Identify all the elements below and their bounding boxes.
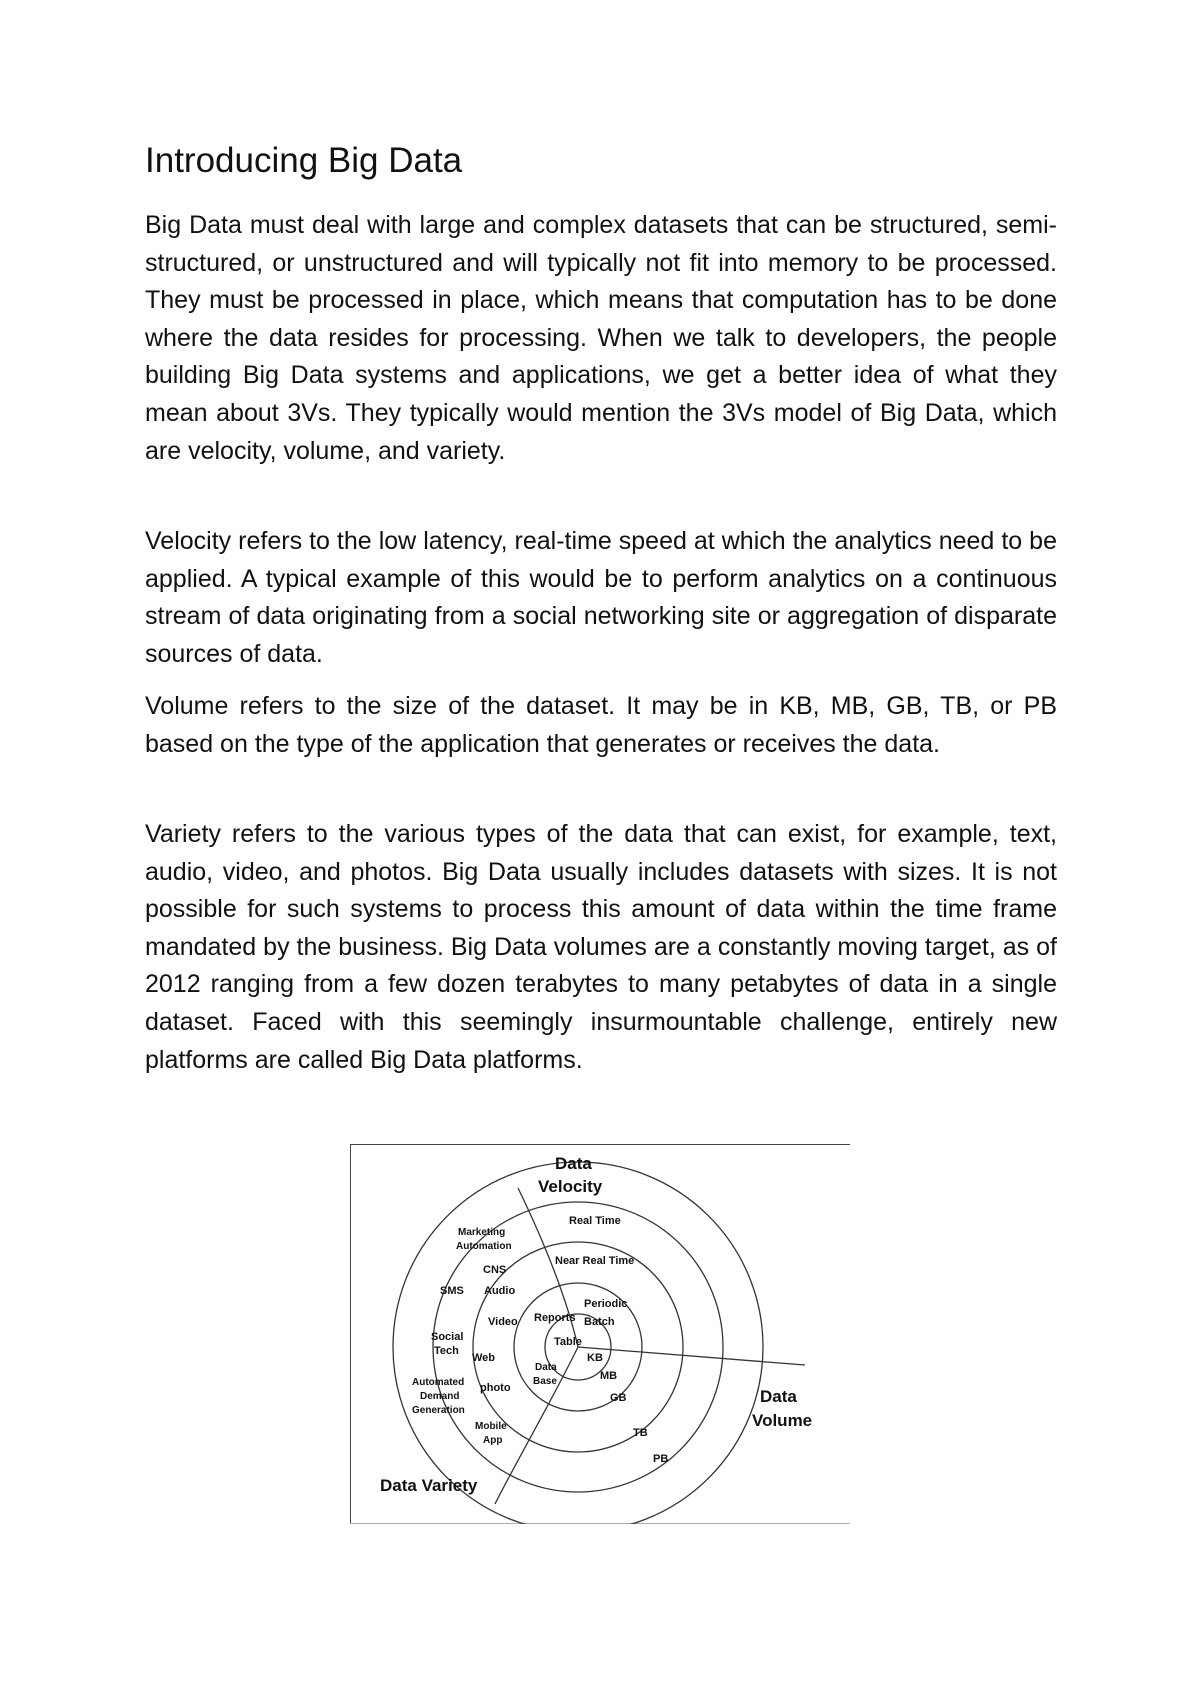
variety-audio: Audio	[484, 1285, 516, 1297]
velocity-real-time: Real Time	[569, 1215, 621, 1227]
velocity-label-line2: Velocity	[538, 1177, 603, 1196]
volume-kb: KB	[587, 1352, 603, 1364]
variety-automated-demand-line1: Automated	[412, 1377, 465, 1388]
variety-video: Video	[488, 1316, 518, 1328]
variety-mobile-app-line1: Mobile	[475, 1421, 507, 1432]
paragraph-variety: Variety refers to the various types of the data that can exist, for example, text, audio, video, and photos. Big Data usually includes datasets with sizes. It is not possible for such systems to process this amount of data within the time frame mandated by the business. Big Data volumes are a constantly moving target, as of 2012 ranging from a few dozen terabytes to many petabytes of data in a single dataset. Faced with this seemingly insurmountable challenge, entirely new platforms are called Big Data platforms.	[145, 820, 1057, 1074]
paragraph-velocity: Velocity refers to the low latency, real-time speed at which the analytics need to be applied. A typical example of this would be to perform analytics on a continuous stream of data originating from a social networking site or aggregation of disparate sources of data.	[145, 527, 1057, 668]
volume-axis	[578, 1347, 805, 1365]
3vs-diagram-figure	[350, 1144, 850, 1524]
3vs-diagram	[350, 1144, 850, 1524]
velocity-near-real-time: Near Real Time	[555, 1255, 635, 1267]
variety-automated-demand-line3: Generation	[412, 1405, 465, 1416]
velocity-periodic: Periodic	[584, 1298, 628, 1310]
volume-tb: TB	[633, 1427, 648, 1439]
velocity-label-line1: Data	[555, 1154, 592, 1173]
paragraph-intro: Big Data must deal with large and complex datasets that can be structured, semi-structured, or unstructured and will typically not fit into memory to be processed. They must be processed in place, which means that computation has to be done where the data resides for processing. When we talk to developers, the people building Big Data systems and applications, we get a better idea of what they mean about 3Vs. They typically would mention the 3Vs model of Big Data, which are velocity, volume, and variety.	[145, 211, 1057, 465]
variety-table: Table	[554, 1336, 582, 1348]
axes	[495, 1188, 805, 1504]
variety-reports: Reports	[534, 1312, 576, 1324]
paragraph-volume: Volume refers to the size of the dataset. It may be in KB, MB, GB, TB, or PB based on the type of the application that generates or receives the data.	[145, 692, 1057, 758]
variety-mobile-app-line2: App	[483, 1435, 503, 1446]
variety-sms: SMS	[440, 1285, 464, 1297]
variety-social-tech-line2: Tech	[434, 1345, 459, 1357]
variety-database-line2: Base	[533, 1376, 557, 1387]
volume-pb: PB	[653, 1453, 669, 1465]
variety-cns: CNS	[483, 1264, 507, 1276]
variety-marketing-line1: Marketing	[458, 1227, 506, 1238]
volume-mb: MB	[600, 1370, 618, 1382]
volume-gb: GB	[610, 1392, 627, 1404]
variety-photo: photo	[480, 1382, 511, 1394]
page-title: Introducing Big Data	[145, 141, 463, 180]
variety-web: Web	[472, 1352, 496, 1364]
variety-social-tech-line1: Social	[431, 1331, 464, 1343]
volume-label-line1: Data	[760, 1387, 797, 1406]
variety-database-line1: Data	[535, 1362, 557, 1373]
velocity-batch: Batch	[584, 1316, 615, 1328]
volume-label-line2: Volume	[752, 1411, 813, 1430]
variety-marketing-line2: Automation	[456, 1241, 512, 1252]
variety-label: Data Variety	[380, 1476, 478, 1495]
variety-automated-demand-line2: Demand	[420, 1391, 460, 1402]
